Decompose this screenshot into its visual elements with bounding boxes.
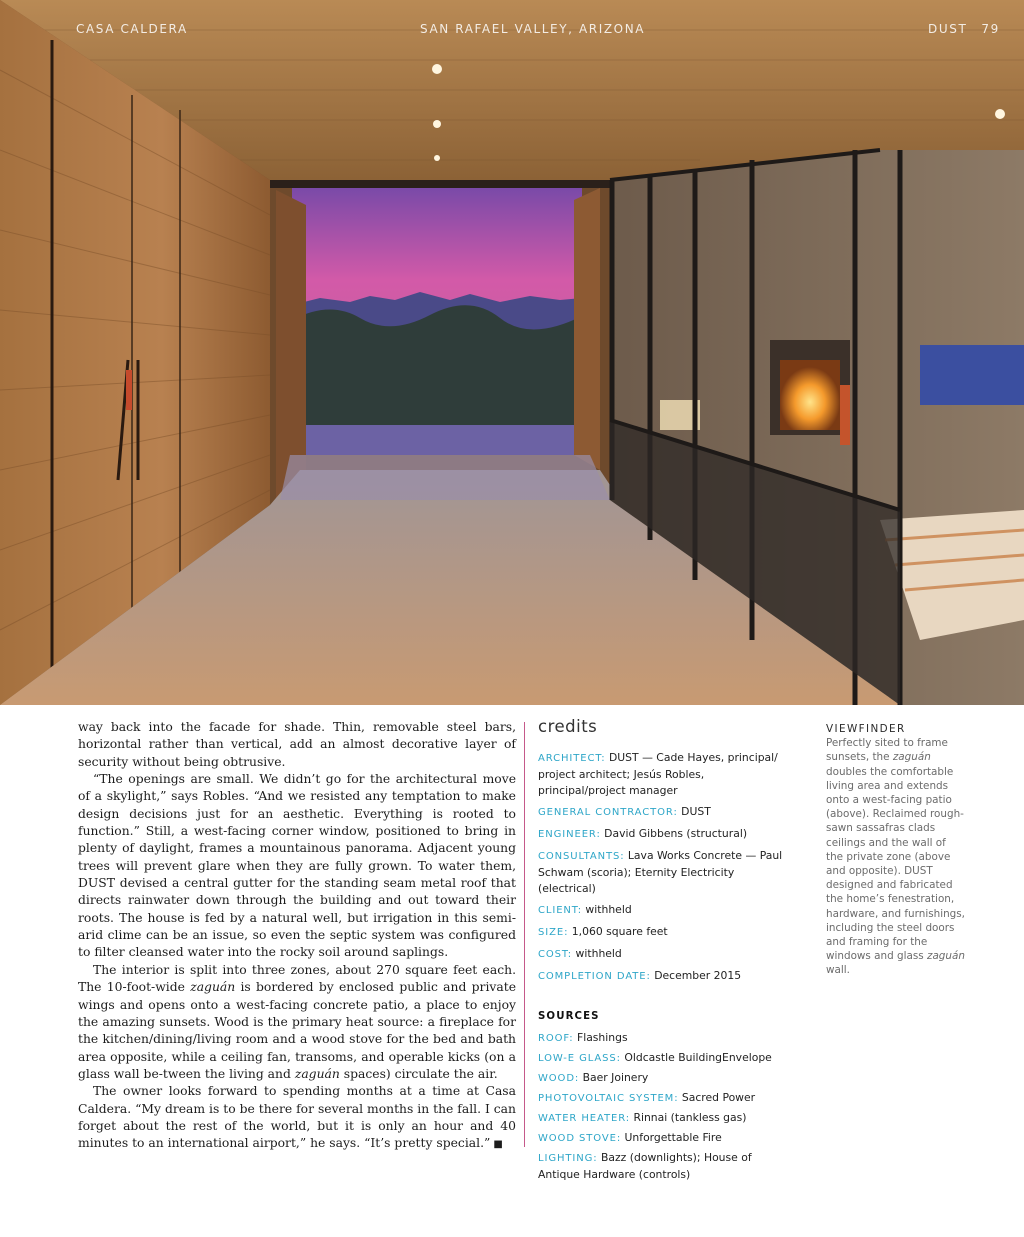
text-run: “The openings are small. We didn’t go for the architectural move of a skylight,” says Robles. “And we resisted any temptation to make design decisions just for an aesthetic. Everything is rooted to function.” Still, a west-facing corner window, positioned to bring in plenty of daylight, frames a mountainous panorama. Adjacent young trees will prevent glare when they are fully grown. To water them, DUST devised a central gutter for the standing seam metal roof that directs rainwater down through the building and out toward their roots. The house is fed by a natural well, but irrigation in this semi-arid clime can be an issue, so even the septic system was configured to filter cleansed water into the rocky soil around saplings.	[78, 772, 516, 960]
credit-key: LIGHTING:	[538, 1153, 598, 1164]
credit-key: WATER HEATER:	[538, 1113, 630, 1124]
page-number: 79	[981, 22, 1000, 36]
text-run: The owner looks forward to spending months at a time at Casa Caldera. “My dream is to be there for several months in the fall. I can forget about the rest of the world, but it is only an hour and 40 minutes to an international airport,” he says. “It’s pretty special.”	[78, 1084, 516, 1151]
text-run: doubles the comfortable living area and extends onto a west-facing patio (above). Reclaimed rough-sawn sassafras clads ceilings and the wall of the private zone (above and opposite). DUST designed and fabricated the home’s fenestration, hardware, and furnishings, including the steel doors and framing for the windows and glass	[826, 765, 965, 963]
text-run: Perfectly sited to frame sunsets, the	[826, 737, 948, 764]
body-paragraph	[78, 962, 516, 1083]
credit-entry	[538, 902, 788, 919]
credit-value: Lava Works Concrete — Paul Schwam (scoria); Eternity Electricity (electrical)	[538, 849, 783, 895]
credit-value: 1,060 square feet	[571, 925, 668, 938]
credit-key: COST:	[538, 949, 573, 960]
credits-title: credits	[538, 717, 598, 736]
text-run: is bordered by enclosed public and private wings and opens onto a west-facing concrete patio, a place to enjoy the amazing sunsets. Wood is the primary heat source: a fireplace for the kitchen/dining/living room and a wood stove for the bed and bath area opposite, while a ceiling fan, transoms, and operable kicks (on a glass wall be-tween the living and	[78, 980, 516, 1081]
credit-value: Sacred Power	[681, 1091, 756, 1104]
credit-entry	[538, 826, 788, 843]
credit-entry	[538, 924, 788, 941]
column-rule	[524, 722, 525, 1147]
credit-entry	[538, 1150, 788, 1183]
credit-entry	[538, 1130, 788, 1147]
text-run: wall.	[826, 964, 850, 977]
credits-box	[538, 716, 788, 1186]
caption-text	[826, 736, 966, 977]
credit-key: ENGINEER:	[538, 829, 601, 840]
credit-entry	[538, 848, 788, 897]
running-head-left: CASA CALDERA	[76, 22, 188, 36]
caption-title: VIEWFINDER	[826, 723, 906, 735]
credit-entry	[538, 968, 788, 985]
body-paragraph	[78, 1083, 516, 1153]
credit-entry	[538, 1030, 788, 1047]
credit-value: Rinnai (tankless gas)	[633, 1111, 747, 1124]
credit-key: WOOD STOVE:	[538, 1133, 622, 1144]
credit-entry	[538, 1070, 788, 1087]
credit-entry	[538, 946, 788, 963]
text-run: The interior is split into three zones, about 270 square feet each. The 10-foot-wide	[78, 962, 516, 995]
credit-value: withheld	[585, 903, 632, 916]
credit-list	[538, 750, 788, 985]
italic-run: zaguán	[190, 980, 236, 995]
credit-value: December 2015	[654, 969, 742, 982]
text-run: way back into the facade for shade. Thin, removable steel bars, horizontal rather than vertical, add an almost decorative layer of security without being obtrusive.	[78, 720, 516, 769]
text-run: spaces) circulate the air.	[339, 1066, 498, 1081]
credit-key: SIZE:	[538, 927, 569, 938]
credit-value: Unforgettable Fire	[624, 1131, 722, 1144]
credit-key: COMPLETION DATE:	[538, 971, 651, 982]
photo-caption	[826, 722, 966, 978]
credit-key: GENERAL CONTRACTOR:	[538, 807, 678, 818]
source-list	[538, 1030, 788, 1183]
credit-value: David Gibbens (structural)	[604, 827, 748, 840]
article-body	[78, 719, 516, 1154]
credit-key: WOOD:	[538, 1073, 580, 1084]
end-mark: ■	[493, 1139, 503, 1151]
italic-run: zaguán	[294, 1066, 340, 1081]
credit-entry	[538, 750, 788, 799]
credit-value: withheld	[575, 947, 622, 960]
credit-entry	[538, 1050, 788, 1067]
credit-value: DUST	[681, 805, 711, 818]
running-head-center: SAN RAFAEL VALLEY, ARIZONA	[420, 22, 646, 36]
body-paragraph	[78, 771, 516, 962]
credit-key: PHOTOVOLTAIC SYSTEM:	[538, 1093, 679, 1104]
credit-key: CONSULTANTS:	[538, 851, 625, 862]
credit-entry	[538, 1110, 788, 1127]
credit-value: Flashings	[576, 1031, 628, 1044]
credit-value: Bazz (downlights); House of Antique Hardware (controls)	[538, 1151, 752, 1181]
credit-value: Baer Joinery	[582, 1071, 649, 1084]
credit-key: ROOF:	[538, 1033, 574, 1044]
credit-value: Oldcastle BuildingEnvelope	[624, 1051, 772, 1064]
body-paragraph	[78, 719, 516, 771]
running-head-right	[928, 22, 1000, 36]
italic-run: zaguán	[892, 751, 931, 764]
italic-run: zaguán	[926, 950, 965, 963]
credit-key: LOW-E GLASS:	[538, 1053, 621, 1064]
sources-title: SOURCES	[538, 1011, 600, 1022]
credit-key: ARCHITECT:	[538, 753, 606, 764]
credit-entry	[538, 804, 788, 821]
credit-value: DUST — Cade Hayes, principal/ project architect; Jesús Robles, principal/project manager	[538, 751, 778, 797]
credit-key: CLIENT:	[538, 905, 582, 916]
credit-entry	[538, 1090, 788, 1107]
running-head-label: DUST	[928, 22, 968, 36]
